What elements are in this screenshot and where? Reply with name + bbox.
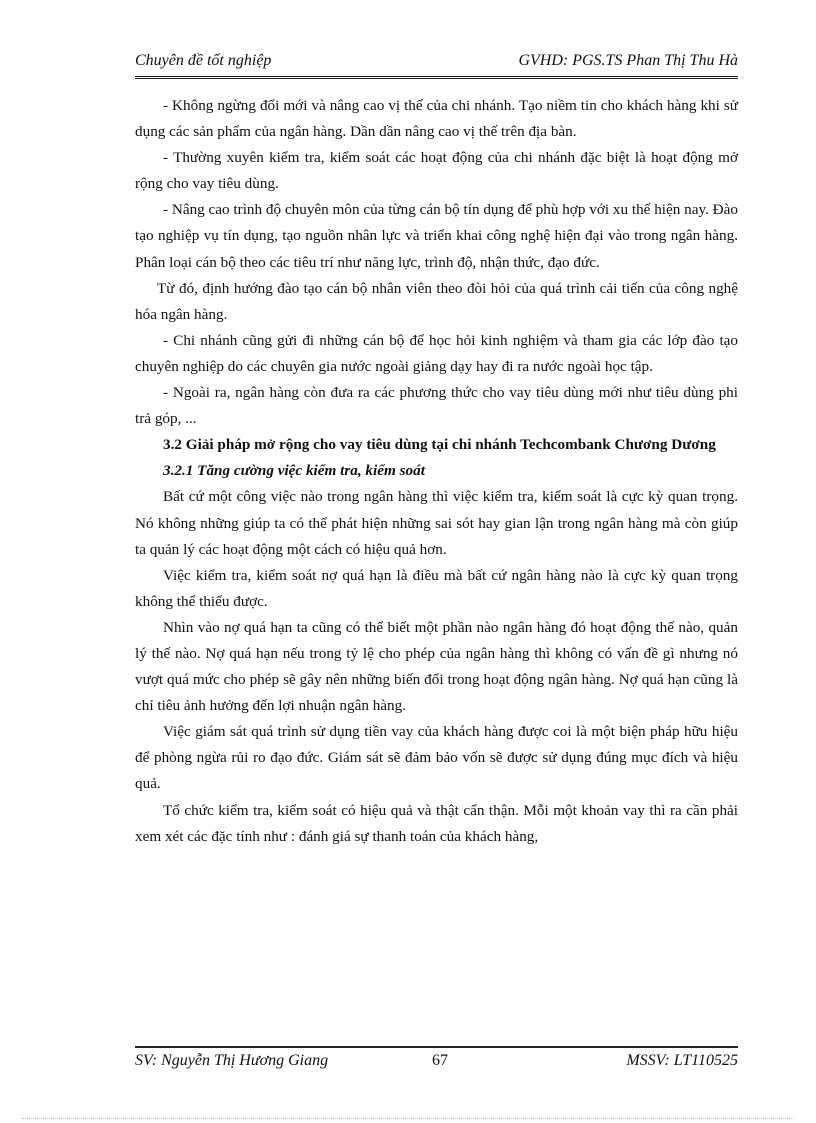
page-header: [135, 52, 738, 79]
section-heading: 3.2 Giải pháp mở rộng cho vay tiêu dùng tại chi nhánh Techcombank Chương Dương: [163, 436, 716, 454]
header-advisor: GVHD: PGS.TS Phan Thị Thu Hà: [518, 52, 738, 69]
page-footer: [135, 1046, 738, 1075]
paragraph: Nhìn vào nợ quá hạn ta cũng có thể biết một phần nào ngân hàng đó hoạt động thế nào, quản lý thế nào. Nợ quá hạn nếu trong tỷ lệ cho phép của ngân hàng thì không có vấn đề gì nhưng nó vượt quá mức cho phép sẽ gây nên những biến đổi trong hoạt động ngân hàng. Nợ quá hạn cũng là chỉ tiêu ảnh hưởng đến lợi nhuận ngân hàng.: [135, 618, 738, 715]
footer-student-id: MSSV: LT110525: [626, 1052, 738, 1069]
paragraph: - Không ngừng đổi mới và nâng cao vị thế của chi nhánh. Tạo niềm tin cho khách hàng khi sử dụng các sản phẩm của ngân hàng. Dần dần nâng cao vị thế trên địa bàn.: [135, 97, 738, 141]
paragraph: Việc kiểm tra, kiểm soát nợ quá hạn là điều mà bất cứ ngân hàng nào là cực kỳ quan trọng không thể thiếu được.: [135, 566, 738, 610]
paragraph: Việc giám sát quá trình sử dụng tiền vay của khách hàng được coi là một biện pháp hữu hiệu để phòng ngừa rủi ro đạo đức. Giám sát sẽ đảm bảo vốn sẽ được sử dụng đúng mục đích và hiệu quả.: [135, 723, 738, 793]
subsection-heading: 3.2.1 Tăng cường việc kiểm tra, kiểm soát: [163, 462, 425, 480]
page-body: [135, 93, 738, 850]
paragraph: - Chi nhánh cũng gửi đi những cán bộ để học hỏi kinh nghiệm và tham gia các lớp đào tạo chuyên nghiệp do các chuyên gia nước ngoài giảng dạy hay đi ra nước ngoài học tập.: [135, 331, 738, 375]
paragraph: Từ đó, định hướng đào tạo cán bộ nhân viên theo đòi hỏi của quá trình cải tiến của công nghệ hóa ngân hàng.: [135, 279, 738, 323]
paragraph: - Nâng cao trình độ chuyên môn của từng cán bộ tín dụng để phù hợp với xu thế hiện nay. Đào tạo nghiệp vụ tín dụng, tạo nguồn nhân lực và triển khai công nghệ hiện đại vào trong ngân hàng. Phân loại cán bộ theo các tiêu trí như năng lực, trình độ, nhận thức, đạo đức.: [135, 201, 738, 271]
header-title: Chuyên đề tốt nghiệp: [135, 52, 272, 69]
page-number: 67: [432, 1052, 448, 1069]
paragraph: - Ngoài ra, ngân hàng còn đưa ra các phương thức cho vay tiêu dùng mới như tiêu dùng phi trả góp, ...: [135, 384, 738, 428]
page-edge-divider: [22, 1118, 794, 1119]
footer-student: SV: Nguyễn Thị Hương Giang: [135, 1052, 329, 1069]
paragraph: Tổ chức kiểm tra, kiểm soát có hiệu quả và thật cẩn thận. Mỗi một khoản vay thì ra cần phải xem xét các đặc tính như : đánh giá sự thanh toán của khách hàng,: [135, 801, 738, 845]
paragraph: Bất cứ một công việc nào trong ngân hàng thì việc kiểm tra, kiểm soát là cực kỳ quan trọng. Nó không những giúp ta có thể phát hiện những sai sót hay gian lận trong ngân hàng mà còn giúp ta quản lý các hoạt động một cách có hiệu quả hơn.: [135, 488, 738, 558]
paragraph: - Thường xuyên kiểm tra, kiểm soát các hoạt động của chi nhánh đặc biệt là hoạt động mở rộng cho vay tiêu dùng.: [135, 149, 738, 193]
